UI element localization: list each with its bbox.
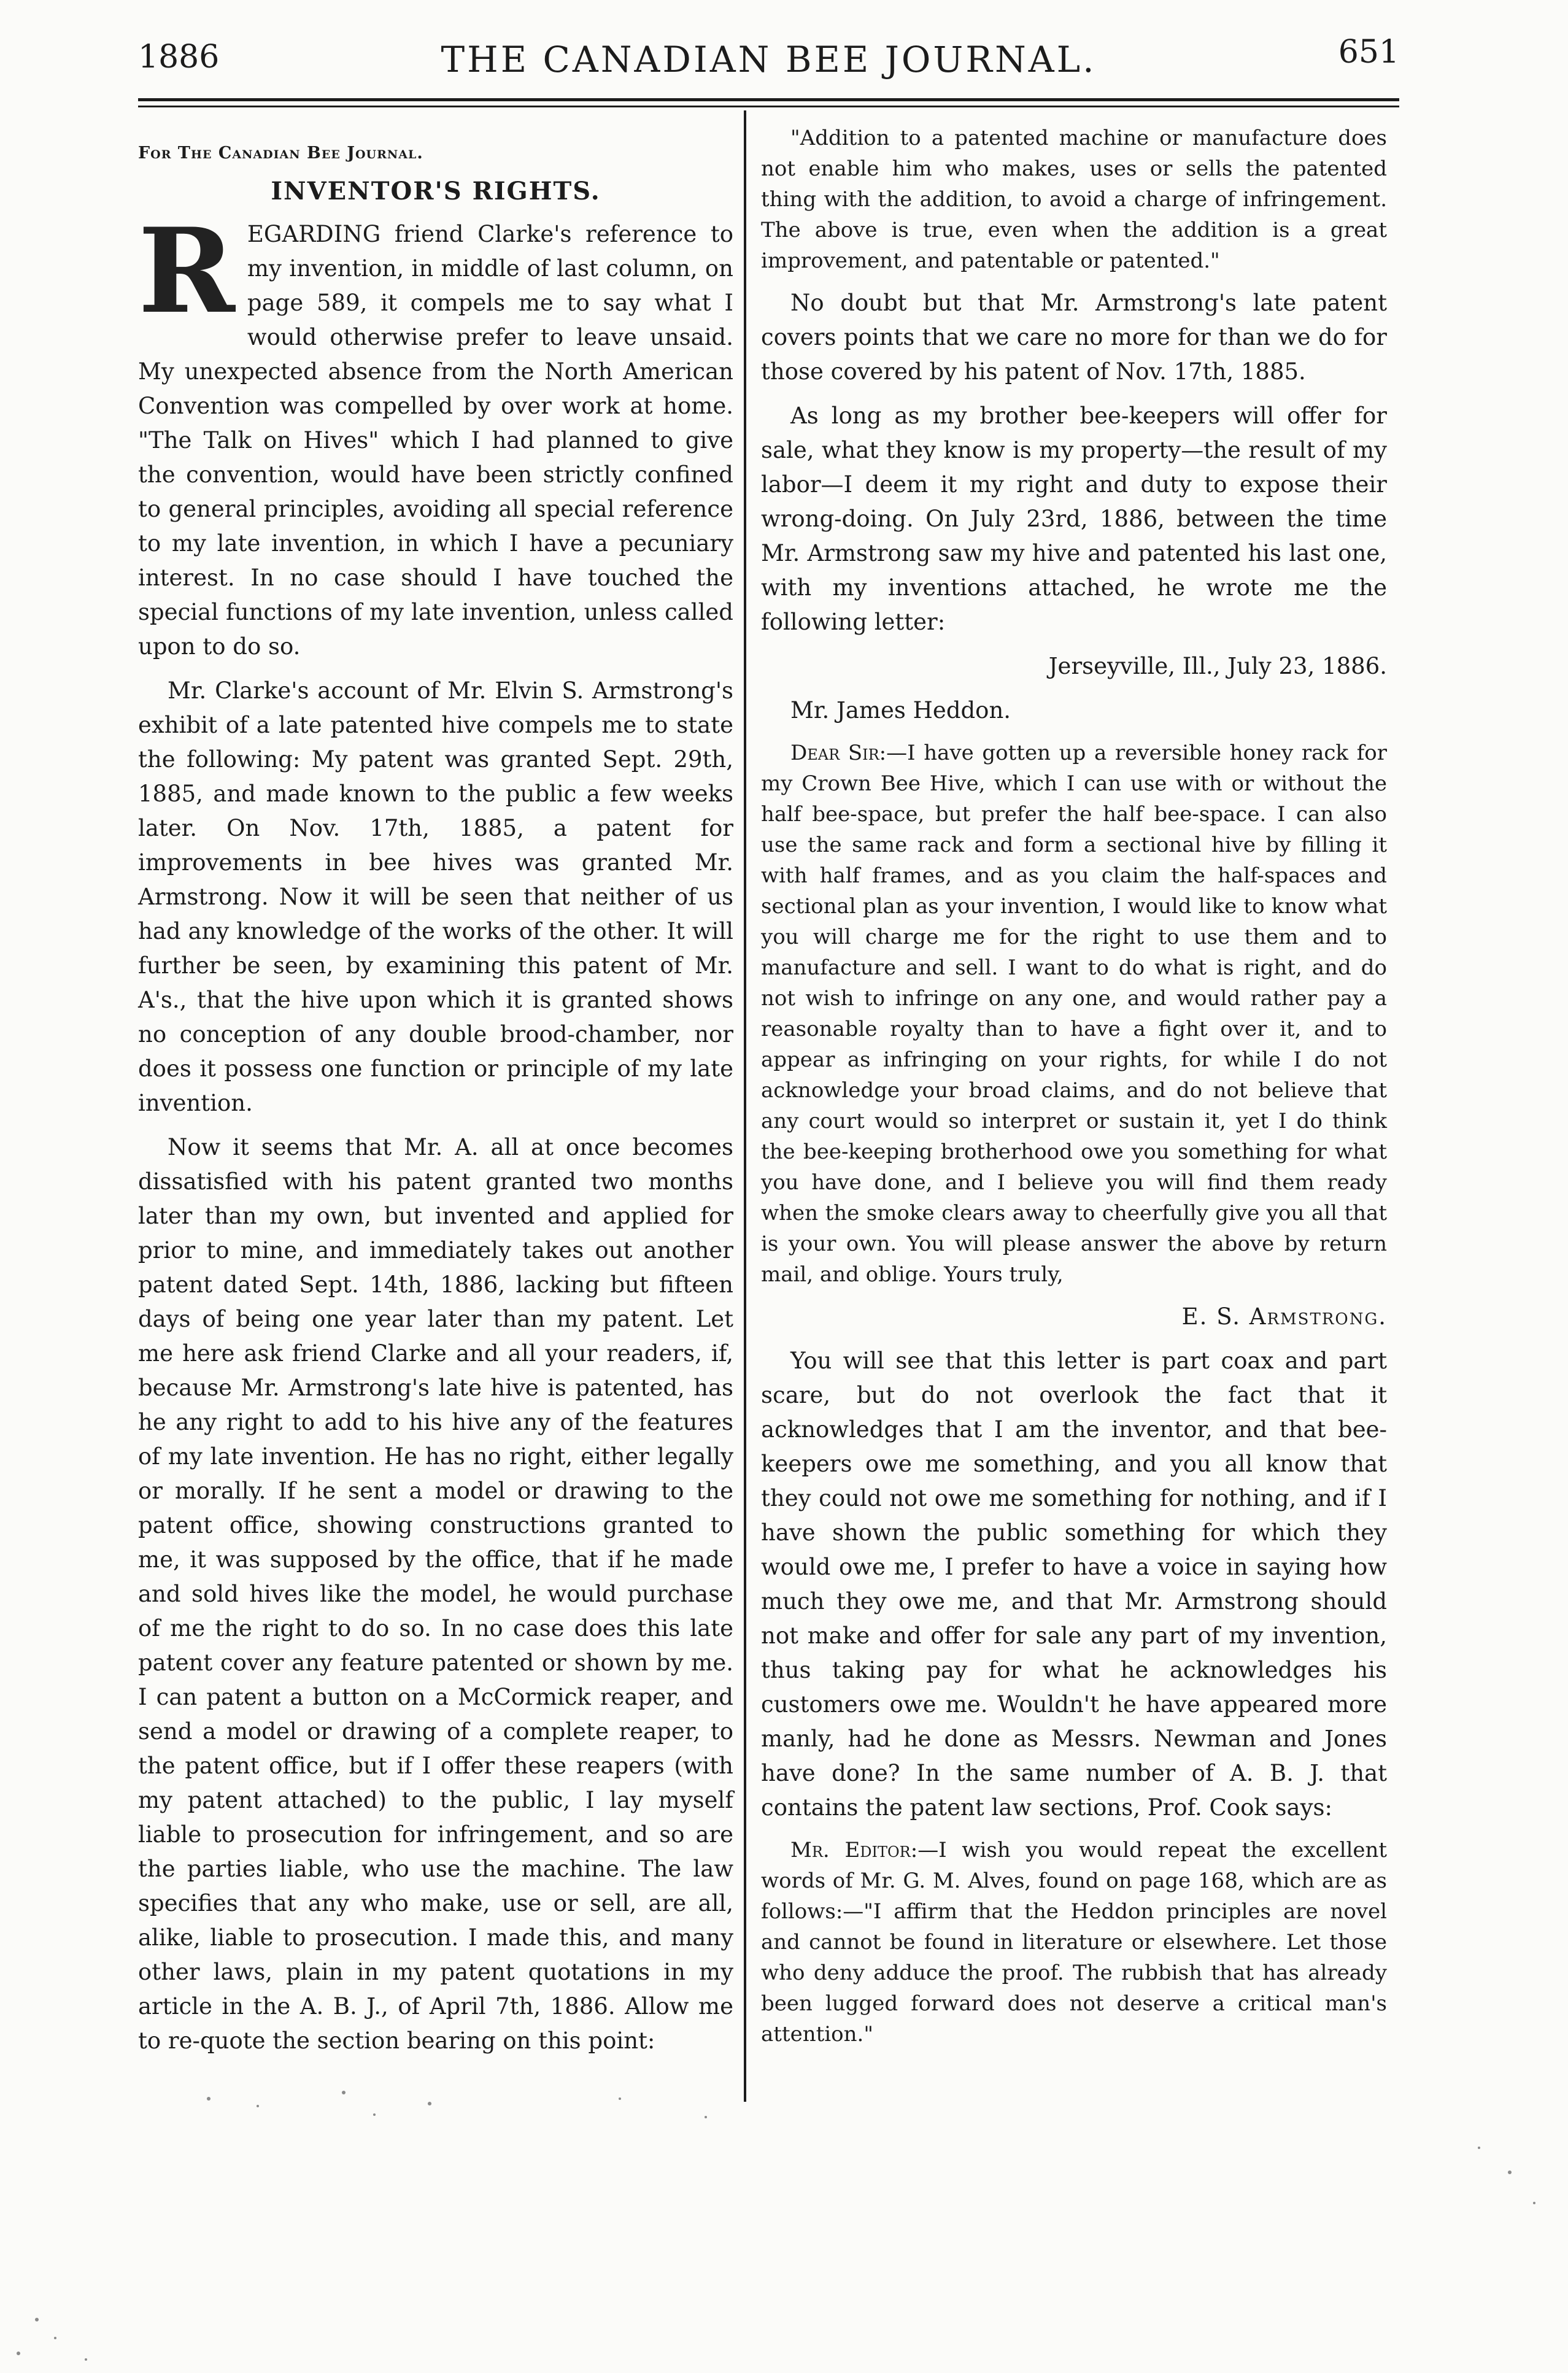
drop-cap: R bbox=[138, 203, 235, 339]
article-title: INVENTOR'S RIGHTS. bbox=[271, 177, 601, 206]
page-header bbox=[138, 34, 1399, 101]
paragraph-text: EGARDING friend Clarke's reference to my invention, in middle of last column, on page 589, it compels me to say what I would otherwise prefer to leave unsaid. My unexpected absence from the North American Convention was compelled by over work at home. "The Talk on Hives" which I had planned to give the convention, would have been strictly confined to general principles, avoiding all special reference to my late invention, in which I have a pecuniary interest. In no case should I have touched the special functions of my late invention, unless called upon to do so. bbox=[138, 221, 733, 660]
article-paragraph: Now it seems that Mr. A. all at once becomes dissatisfied with his patent granted two months later than my own, but invented and applied for prior to mine, and immediately takes out another patent dated Sept. 14th, 1886, lacking but fifteen days of being one year later than my patent. Let me here ask friend Clarke and all your readers, if, because Mr. Armstrong's late hive is patented, has he any right to add to his hive any of the features of my late invention. He has no right, either legally or morally. If he sent a model or drawing to the patent office, showing constructions granted to me, it was supposed by the office, that if he made and sold hives like the model, he would purchase of me the right to do so. In no case does this late patent cover any feature patented or shown by me. I can patent a button on a McCormick reaper, and send a model or drawing of a complete reaper, to the patent office, but if I offer these reapers (with my patent attached) to the public, I lay myself liable to prosecution for infringement, and so are the parties liable, who use the machine. The law specifies that any who make, use or sell, are all, alike, liable to prosecution. I made this, and many other laws, plain in my patent quotations in my article in the A. B. J., of April 7th, 1886. Allow me to re-quote the section bearing on this point: bbox=[138, 1134, 733, 2054]
letter-addressee: Mr. James Heddon. bbox=[790, 697, 1011, 723]
cook-quote bbox=[761, 1835, 1387, 2050]
letter-text: —I have gotten up a reversible honey rack for my Crown Bee Hive, which I can use with or without the half bee-space, but prefer the half bee-space. I can also use the same rack and form a sectional hive by filling it with half frames, and as you claim the half-spaces and sectional plan as your invention, I would like to know what you will charge me for the right to use them and to manufacture and sell. I want to do what is right, and do not wish to infringe on any one, and would rather pay a reasonable royalty than to have a fight over it, and to appear as infringing on your rights, for while I do not acknowledge your broad claims, and do not believe that any court would so interpret or sustain it, yet I do think the bee-keeping brotherhood owe you something for what you have done, and I believe you will find them ready when the smoke clears away to cheerfully give you all that is your own. You will please answer the above by return mail, and oblige. Yours truly, bbox=[761, 741, 1387, 1287]
journal-title: THE CANADIAN BEE JOURNAL. bbox=[441, 39, 1097, 80]
left-column bbox=[138, 123, 733, 2068]
article-paragraph: As long as my brother bee-keepers will offer for sale, what they know is my property—the result of my labor—I deem it my right and duty to expose their wrong-doing. On July 23rd, 1886, between the time Mr. Armstrong saw my hive and patented his last one, with my inventions attached, he wrote me the following letter: bbox=[761, 403, 1387, 635]
header-year: 1886 bbox=[138, 39, 220, 75]
letter-signature: E. S. Armstrong. bbox=[1181, 1303, 1387, 1330]
article-kicker: For The Canadian Bee Journal. bbox=[138, 144, 423, 163]
header-rule-thick bbox=[138, 98, 1399, 101]
cook-quote-text: —I wish you would repeat the excellent words of Mr. G. M. Alves, found on page 168, which are as follows:—"I affirm that the Heddon principles are novel and cannot be found in literature or elsewhere. Let those who deny adduce the proof. The rubbish that has already been lugged forward does not deserve a critical man's attention." bbox=[761, 1838, 1388, 2047]
letter-salutation: Dear Sir: bbox=[790, 741, 887, 765]
header-rule-thin bbox=[138, 106, 1399, 107]
patent-law-quote: "Addition to a patented machine or manufacture does not enable him who makes, uses or sells the patented thing with the addition, to avoid a charge of infringement. The above is true, even when the addition is a great improvement, and patentable or patented." bbox=[761, 126, 1387, 273]
article-paragraph: No doubt but that Mr. Armstrong's late patent covers points that we care no more for than we do for those covered by his patent of Nov. 17th, 1885. bbox=[761, 290, 1387, 385]
right-column bbox=[761, 123, 1387, 2059]
page-number: 651 bbox=[1338, 34, 1399, 71]
article-paragraph: Mr. Clarke's account of Mr. Elvin S. Armstrong's exhibit of a late patented hive compels me to state the following: My patent was granted Sept. 29th, 1885, and made known to the public a few weeks later. On Nov. 17th, 1885, a patent for improvements in bee hives was granted Mr. Armstrong. Now it will be seen that neither of us had any knowledge of the works of the other. It will further be seen, by examining this patent of Mr. A's., that the hive upon which it is granted shows no conception of any double brood-chamber, nor does it possess one function or principle of my late invention. bbox=[138, 677, 733, 1116]
letter-dateline: Jerseyville, Ill., July 23, 1886. bbox=[1048, 653, 1387, 679]
column-divider bbox=[744, 110, 746, 2102]
cook-quote-lead: Mr. Editor: bbox=[790, 1838, 918, 1862]
article-paragraph bbox=[138, 203, 733, 664]
article-paragraph: You will see that this letter is part coax and part scare, but do not overlook the fact that it acknowledges that I am the inventor, and that bee-keepers owe me something, and you all know that they could not owe me something for nothing, and if I have shown the public something for which they would owe me, I prefer to have a voice in saying how much they owe me, and that Mr. Armstrong should not make and offer for sale any part of my invention, thus taking pay for what he acknowledges his customers owe me. Wouldn't he have appeared more manly, had he done as Messrs. Newman and Jones have done? In the same number of A. B. J. that contains the patent law sections, Prof. Cook says: bbox=[761, 1348, 1387, 1821]
scan-noise bbox=[0, 2074, 1568, 2373]
letter-body bbox=[761, 738, 1387, 1290]
